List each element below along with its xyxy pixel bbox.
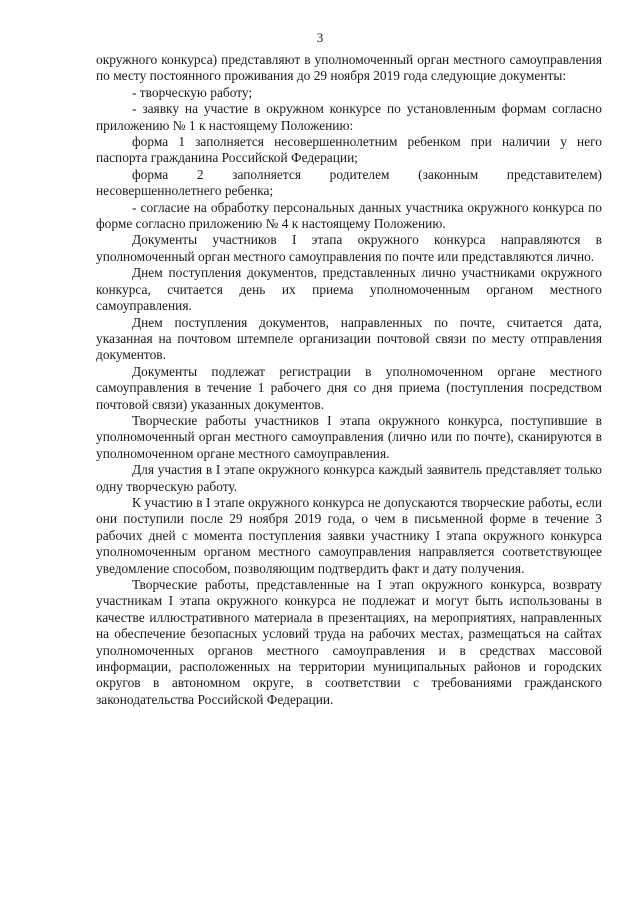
paragraph-documents-delivery: Документы участников I этапа окружного конкурса направляются в уполномоченный орган местного самоуправления по почте или представляются лично. <box>96 232 602 264</box>
paragraph-usage-of-works: Творческие работы, представленные на I этап окружного конкурса, возврату участникам I этапа окружного конкурса не подлежат и могут быть использованы в качестве иллюстративного материала в презентациях, на мероприятиях, направленных на обеспечение безопасных условий труда на рабочих местах, размещаться на сайтах уполномоченных органов местного самоуправления и в средствах массовой информации, расположенных на территории муниципальных районов и городских округов в автономном округе, в соответствии с требованиями гражданского законодательства Российской Федерации. <box>96 577 602 707</box>
paragraph-late-submissions: К участию в I этапе окружного конкурса не допускаются творческие работы, если они поступили после 29 ноября 2019 года, о чем в письменной форме в течение 3 рабочих дней с момента поступления заявки участнику I этапа окружного конкурса уполномоченным органом местного самоуправления направляется соответствующее уведомление способом, позволяющим подтвердить факт и дату получения. <box>96 494 602 576</box>
paragraph-postal-receipt-date: Днем поступления документов, направленных по почте, считается дата, указанная на почтовом штемпеле организации почтовой связи по месту отправления документов. <box>96 314 602 363</box>
paragraph-registration: Документы подлежат регистрации в уполномоченном органе местного самоуправления в течение 1 рабочего дня со дня приема (поступления посредством почтовой связи) указанных документов. <box>96 363 602 412</box>
list-item-consent: - согласие на обработку персональных данных участника окружного конкурса по форме согласно приложению № 4 к настоящему Положению. <box>96 199 602 232</box>
paragraph-form-1: форма 1 заполняется несовершеннолетним ребенком при наличии у него паспорта гражданина Российской Федерации; <box>96 134 602 166</box>
paragraph-submission-intro: окружного конкурса) представляют в уполномоченный орган местного самоуправления по месту постоянного проживания до 29 ноября 2019 года следующие документы: <box>96 52 602 84</box>
list-item-application: - заявку на участие в окружном конкурсе по установленным формам согласно приложению № 1 к настоящему Положению: <box>96 101 602 133</box>
paragraph-personal-receipt-date: Днем поступления документов, представленных лично участниками окружного конкурса, считается день их приема уполномоченным органом местного самоуправления. <box>96 265 602 314</box>
document-body <box>96 52 602 708</box>
list-item-creative-work: - творческую работу; <box>132 84 253 100</box>
paragraph-single-work: Для участия в I этапе окружного конкурса каждый заявитель представляет только одну творческую работу. <box>96 462 602 494</box>
page-number: 3 <box>316 30 324 45</box>
paragraph-scanning: Творческие работы участников I этапа окружного конкурса, поступившие в уполномоченный орган местного самоуправления (лично или по почте), сканируются в уполномоченном органе местного самоуправления. <box>96 412 602 461</box>
paragraph-form-2: форма 2 заполняется родителем (законным представителем) несовершеннолетнего ребенка; <box>96 166 602 199</box>
